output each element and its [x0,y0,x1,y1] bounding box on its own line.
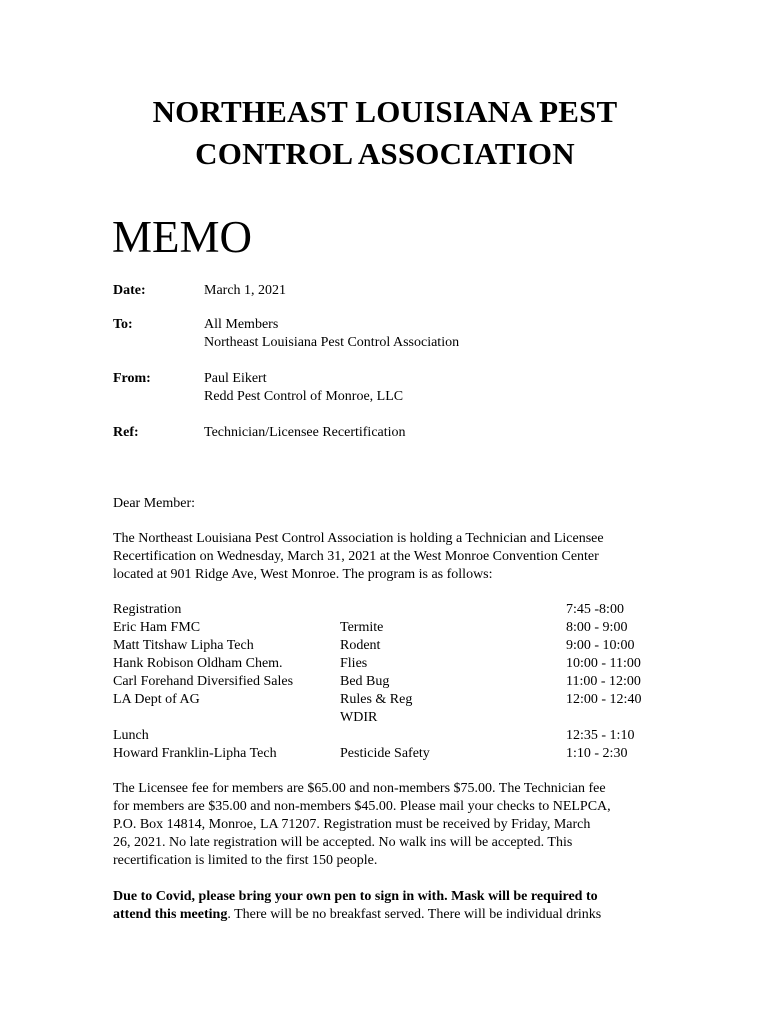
program-topic: WDIR [340,710,378,725]
program-topic: Termite [340,620,384,635]
covid-line-2-bold: attend this meeting [113,907,228,922]
memo-heading: MEMO [112,212,253,262]
date-value: March 1, 2021 [204,283,287,298]
fees-line: for members are $35.00 and non-members $45.00. Please mail your checks to NELPCA, [113,799,611,814]
program-time: 9:00 - 10:00 [566,638,635,653]
covid-line-1: Due to Covid, please bring your own pen to sign in with. Mask will be required to [113,889,598,904]
intro-line: The Northeast Louisiana Pest Control Association is holding a Technician and Licensee [113,531,604,546]
intro-line: Recertification on Wednesday, March 31, 2021 at the West Monroe Convention Center [113,549,599,564]
program-row [0,619,770,637]
program-topic: Pesticide Safety [340,746,430,761]
program-time: 10:00 - 11:00 [566,656,641,671]
to-label: To: [113,317,133,332]
program-row [0,727,770,745]
covid-paragraph [113,888,663,924]
program-speaker: Howard Franklin-Lipha Tech [113,746,277,761]
covid-line-2-rest: . There will be no breakfast served. There will be individual drinks [227,907,602,922]
covid-line-2 [113,906,663,924]
program-time: 11:00 - 12:00 [566,674,641,689]
ref-label: Ref: [113,425,139,440]
program-row [0,745,770,763]
program-time: 12:35 - 1:10 [566,728,635,743]
program-speaker: Matt Titshaw Lipha Tech [113,638,254,653]
program-row [0,601,770,619]
fees-line: P.O. Box 14814, Monroe, LA 71207. Registration must be received by Friday, March [113,817,591,832]
date-label: Date: [113,283,146,298]
program-row [0,691,770,709]
to-value-line-2: Northeast Louisiana Pest Control Association [204,335,460,350]
salutation: Dear Member: [113,496,196,511]
ref-value: Technician/Licensee Recertification [204,425,406,440]
program-topic: Rodent [340,638,381,653]
program-topic: Bed Bug [340,674,390,689]
program-row [0,709,770,727]
program-row [0,637,770,655]
organization-title-line-1: NORTHEAST LOUISIANA PEST [152,94,618,129]
program-topic: Rules & Reg [340,692,413,707]
program-speaker: LA Dept of AG [113,692,200,707]
program-time: 1:10 - 2:30 [566,746,628,761]
organization-title-line-2: CONTROL ASSOCIATION [195,136,575,171]
from-value-line-2: Redd Pest Control of Monroe, LLC [204,389,404,404]
program-speaker: Carl Forehand Diversified Sales [113,674,294,689]
fees-paragraph [113,780,663,870]
program-row [0,655,770,673]
fees-line: 26, 2021. No late registration will be accepted. No walk ins will be accepted. This [113,835,573,850]
intro-paragraph [113,530,663,584]
program-row [0,673,770,691]
program-speaker: Registration [113,602,182,617]
fees-line: The Licensee fee for members are $65.00 and non-members $75.00. The Technician fee [113,781,606,796]
program-time: 12:00 - 12:40 [566,692,642,707]
from-label: From: [113,371,151,386]
program-topic: Flies [340,656,368,671]
fees-line: recertification is limited to the first 150 people. [113,853,378,868]
program-time: 8:00 - 9:00 [566,620,628,635]
program-time: 7:45 -8:00 [566,602,624,617]
to-value-line-1: All Members [204,317,279,332]
program-speaker: Hank Robison Oldham Chem. [113,656,283,671]
program-speaker: Eric Ham FMC [113,620,201,635]
intro-line: located at 901 Ridge Ave, West Monroe. The program is as follows: [113,567,493,582]
from-value-line-1: Paul Eikert [204,371,267,386]
program-speaker: Lunch [113,728,149,743]
